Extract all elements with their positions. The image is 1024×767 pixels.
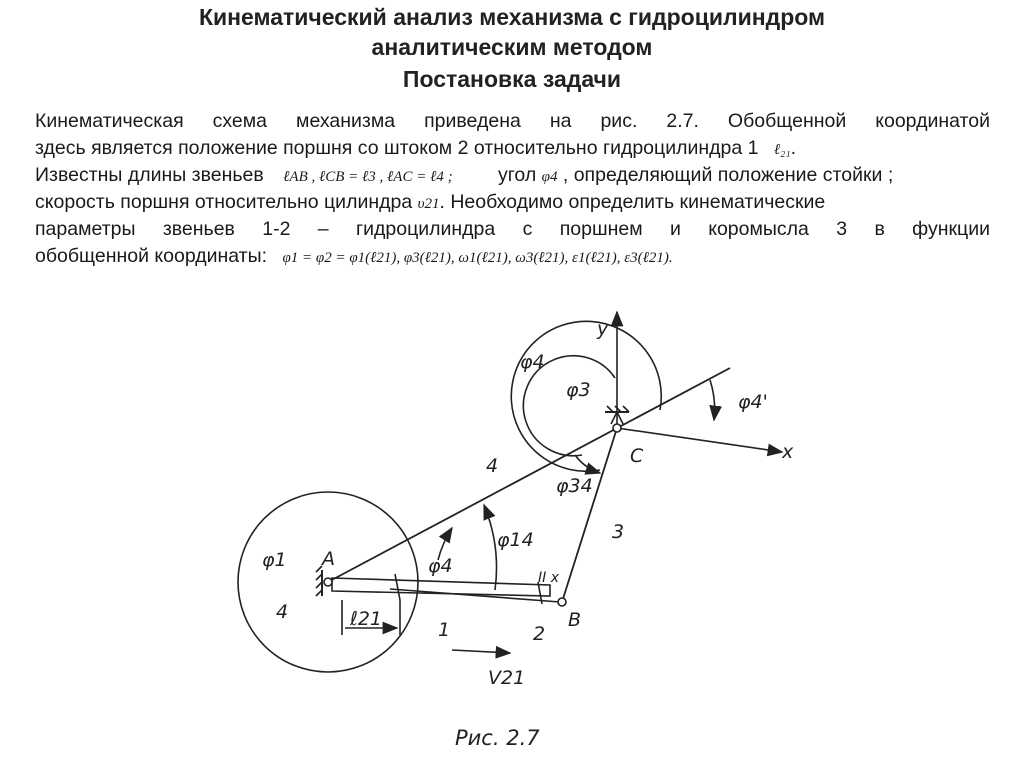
figure-caption: Рис. 2.7 <box>455 726 540 750</box>
label-phi34: φ34 <box>556 475 593 497</box>
label-link2: 2 <box>533 623 546 645</box>
title-line-3: Постановка задачи <box>402 66 622 92</box>
label-v21: V21 <box>488 667 526 689</box>
arc-phi4-prime <box>710 380 715 420</box>
paragraph-line-1: Кинематическая схема механизма приведена на рис. 2.7. Обобщенной координатой <box>35 110 990 132</box>
label-link4-b: 4 <box>276 601 289 623</box>
label-link1: 1 <box>438 619 451 641</box>
label-B: B <box>568 609 582 631</box>
math-link-lengths: ℓAB , ℓCB = ℓ3 , ℓAC = ℓ4 ; <box>283 169 453 185</box>
label-phi4-top: φ4 <box>520 351 545 373</box>
label-phi3: φ3 <box>566 379 591 401</box>
label-phi4-prime: φ4' <box>738 391 768 413</box>
mechanism-diagram <box>220 300 820 760</box>
label-phi4-mid: φ4 <box>428 555 453 577</box>
paragraph-line-2: здесь является положение поршня со штоком 2 относительно гидроцилиндра 1 ℓ₂₁. <box>35 137 796 159</box>
label-phi1: φ1 <box>262 549 287 571</box>
paragraph-line-3 <box>35 162 990 191</box>
link-3 <box>562 428 617 602</box>
paragraph-line-4-text-b: . Необходимо определить кинематические <box>439 191 826 213</box>
paragraph-line-3-text-a: Известны длины звеньев <box>35 164 264 186</box>
label-l21: ℓ21 <box>350 608 383 630</box>
paragraph-line-3-text-b: угол <box>497 164 537 186</box>
velocity-arrow <box>452 650 510 653</box>
title-line-1: Кинематический анализ механизма с гидроцилиндром <box>198 4 826 30</box>
math-l21: ℓ₂₁ <box>773 142 791 158</box>
math-phi4: φ4 <box>541 169 558 185</box>
paragraph-line-6 <box>35 243 990 272</box>
paragraph-line-6-text: обобщенной координаты: <box>35 245 268 267</box>
math-target-functions: φ1 = φ2 = φ1(ℓ21), φ3(ℓ21), ω1(ℓ21), ω3(ℓ21), ε1(ℓ21), ε3(ℓ21). <box>282 250 673 266</box>
label-parallel-x: II x <box>538 570 559 586</box>
paragraph-line-2-text: здесь является положение поршня со штоком 2 относительно гидроцилиндра 1 <box>35 137 759 159</box>
label-link3: 3 <box>612 521 625 543</box>
label-C: C <box>630 445 644 467</box>
title-line-2: аналитическим методом <box>371 34 653 60</box>
label-x: x <box>782 441 794 463</box>
label-y: y <box>597 318 609 340</box>
piston <box>395 574 400 600</box>
label-A: A <box>322 548 335 570</box>
label-phi14: φ14 <box>497 529 534 551</box>
label-link4-a: 4 <box>486 455 499 477</box>
paragraph-line-4 <box>35 189 990 218</box>
paragraph-line-5: параметры звеньев 1-2 – гидроцилиндра с поршнем и коромысла 3 в функции <box>35 218 990 240</box>
arc-phi14 <box>484 505 496 590</box>
math-v21: υ21 <box>417 196 440 212</box>
paragraph-line-3-text-c: , определяющий положение стойки ; <box>562 164 894 186</box>
paragraph-line-4-text-a: скорость поршня относительно цилиндра <box>35 191 413 213</box>
